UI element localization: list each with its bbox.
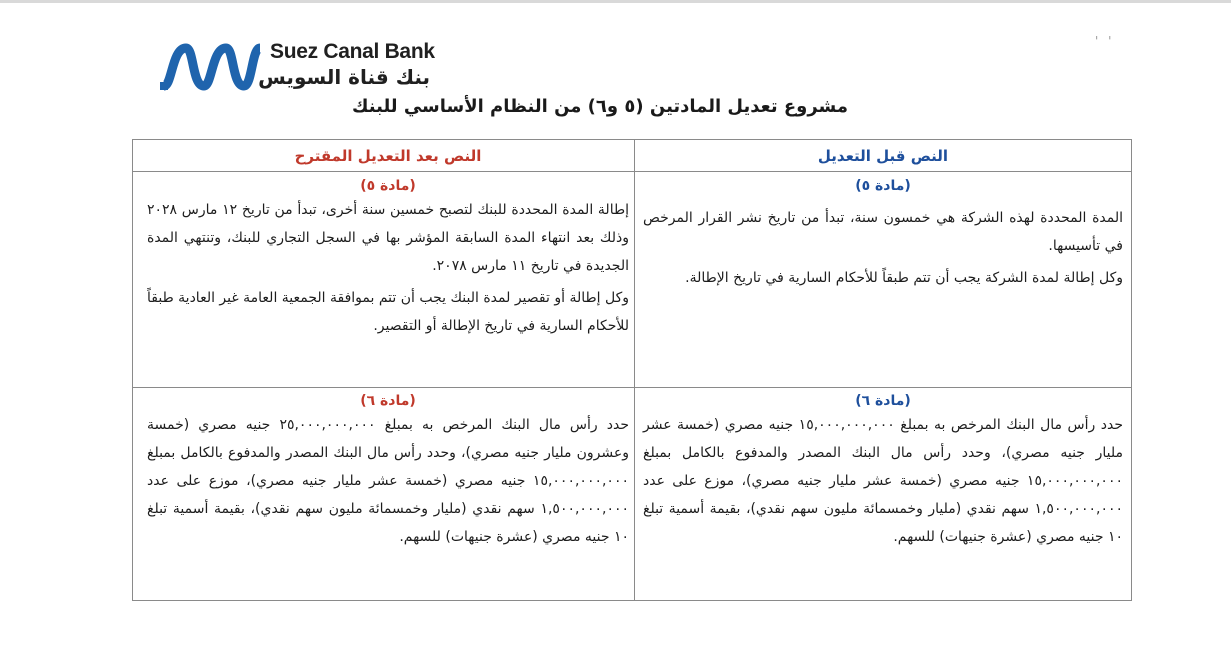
row-divider: [133, 387, 1131, 388]
header-after: النص بعد التعديل المقترح: [294, 147, 482, 165]
scan-edge: [0, 0, 1231, 3]
article5-after-para-1: إطالة المدة المحددة للبنك لتصبح خمسين سنة أخرى، تبدأ من تاريخ ١٢ مارس ٢٠٢٨ وذلك بعد انتهاء المدة السابقة المؤشر بها في السجل التجاري للبنك، وتنتهي المدة الجديدة في تاريخ ١١ مارس ٢٠٧٨.: [147, 202, 629, 274]
wave-logo-icon: [160, 42, 264, 92]
article5-before-cell: [635, 178, 1131, 292]
scan-marks: ' ': [1095, 34, 1115, 48]
comparison-table: [132, 139, 1132, 601]
article6-before-label: (مادة ٦): [855, 393, 911, 409]
document-title: مشروع تعديل المادتين (٥ و٦) من النظام الأساسي للبنك: [352, 96, 848, 117]
article6-after-label: (مادة ٦): [360, 393, 416, 409]
article6-before-text: حدد رأس مال البنك المرخص به بمبلغ ١٥,٠٠٠,٠٠٠,٠٠٠ جنيه مصري (خمسة عشر مليار جنيه مصري)، وحدد رأس مال البنك المصدر والمدفوع بالكامل بمبلغ ١٥,٠٠٠,٠٠٠,٠٠٠ جنيه مصري (خمسة عشر مليار جنيه مصري)، موزع على عدد ١,٥٠٠,٠٠٠,٠٠٠ سهم نقدي (مليار وخمسمائة مليون سهم نقدي)، بقيمة أسمية تبلغ ١٠ جنيه مصري (عشرة جنيهات) للسهم.: [643, 417, 1123, 545]
header-divider: [133, 171, 1131, 172]
logo-name-en: Suez Canal Bank: [270, 40, 435, 63]
article5-before-label: (مادة ٥): [855, 178, 911, 194]
article6-before-cell: [635, 393, 1131, 551]
article5-after-para-2: وكل إطالة أو تقصير لمدة البنك يجب أن تتم بموافقة الجمعية العامة غير العادية طبقاً للأحكام السارية في تاريخ الإطالة أو التقصير.: [147, 290, 629, 334]
article6-after-cell: [139, 393, 637, 551]
article5-after-label: (مادة ٥): [360, 178, 416, 194]
article5-after-cell: [139, 178, 637, 340]
bank-logo: [160, 38, 435, 98]
logo-name-ar: بنك قناة السويس: [258, 65, 430, 89]
article5-before-para-2: وكل إطالة لمدة الشركة يجب أن تتم طبقاً للأحكام السارية في تاريخ الإطالة.: [685, 270, 1123, 286]
header-before: النص قبل التعديل: [817, 147, 949, 165]
article5-before-para-1: المدة المحددة لهذه الشركة هي خمسون سنة، تبدأ من تاريخ نشر القرار المرخص في تأسيسها.: [643, 210, 1123, 254]
article6-after-text: حدد رأس مال البنك المرخص به بمبلغ ٢٥,٠٠٠,٠٠٠,٠٠٠ جنيه مصري (خمسة وعشرون مليار جنيه مصري)، وحدد رأس مال البنك المصدر والمدفوع بالكامل بمبلغ ١٥,٠٠٠,٠٠٠,٠٠٠ جنيه مصري (خمسة عشر مليار جنيه مصري)، موزع على عدد ١,٥٠٠,٠٠٠,٠٠٠ سهم نقدي (مليار وخمسمائة مليون سهم نقدي)، بقيمة أسمية تبلغ ١٠ جنيه مصري (عشرة جنيهات) للسهم.: [147, 417, 629, 545]
